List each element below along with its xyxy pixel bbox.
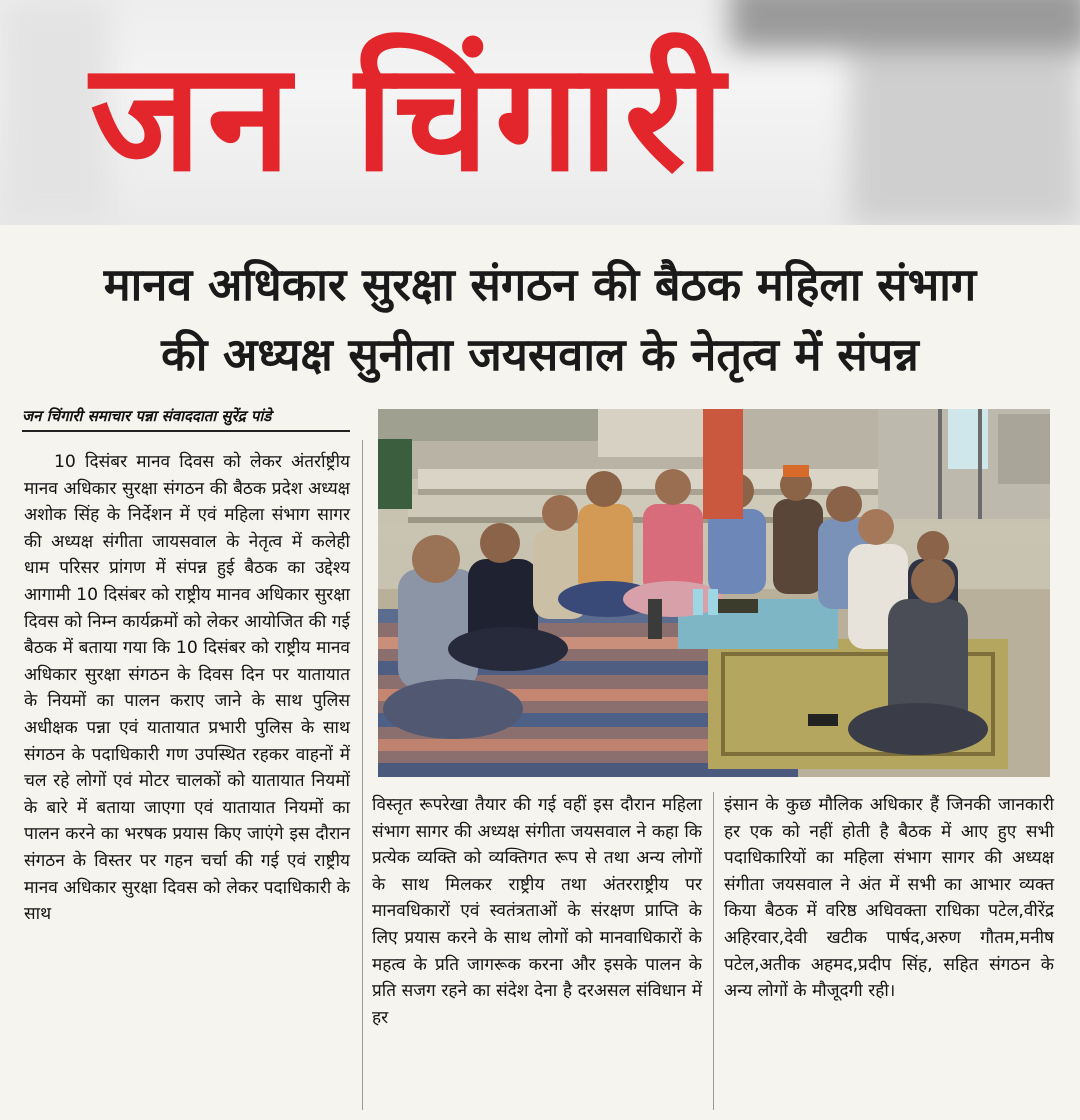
headline-line-1: मानव अधिकार सुरक्षा संगठन की बैठक महिला संभाग xyxy=(103,258,977,311)
column-divider-2 xyxy=(713,792,714,1110)
article-column-2: विस्तृत रूपरेखा तैयार की गई वहीं इस दौरान महिला संभाग सागर की अध्यक्ष संगीता जयसवाल ने कहा कि प्रत्येक व्यक्ति को व्यक्तिगत रूप से तथा अन्य लोगों के साथ मिलकर राष्ट्रीय तथा अंतरराष्ट्रीय पर मानवधिकारों एवं स्वतंत्रताओं के संरक्षण प्राप्ति के लिए प्रयास करने के साथ लोगों को मानवाधिकारों के महत्व के प्रति जागरूक करना और इसके पालन के प्रति सजग रहने का संदेश देना है दरअसल संविधान में हर xyxy=(372,795,702,1028)
masthead-title: जन चिंगारी xyxy=(90,31,731,205)
byline-rule xyxy=(22,430,350,432)
headline xyxy=(20,250,1060,390)
column-divider-1 xyxy=(362,440,363,1110)
headline-line-2: की अध्यक्ष सुनीता जयसवाल के नेतृत्व में संपन्न xyxy=(161,328,919,381)
byline: जन चिंगारी समाचार पन्ना संवाददाता सुरेंद्र पांडे xyxy=(22,407,272,425)
article-column-3: इंसान के कुछ मौलिक अधिकार हैं जिनकी जानकारी हर एक को नहीं होती है बैठक में आए हुए सभी पदाधिकारियों का महिला संभाग सागर की अध्यक्ष संगीता जयसवाल ने अंत में सभी का आभार व्यक्त किया बैठक में वरिष्ठ अधिवक्ता राधिका पटेल,वीरेंद्र अहिरवार,देवी खटीक पार्षद,अरुण गौतम,मनीष पटेल,अतीक अहमद,प्रदीप सिंह, सहित संगठन के अन्य लोगों के मौजूदगी रही। xyxy=(724,795,1054,1002)
article-column-1: 10 दिसंबर मानव दिवस को लेकर अंतर्राष्ट्रीय मानव अधिकार सुरक्षा संगठन की बैठक प्रदेश अध्यक्ष अशोक सिंह के निर्देशन में एवं महिला संभाग सागर की अध्यक्ष संगीता जायसवाल के नेतृत्व में कलेही धाम परिसर प्रांगण में संपन्न हुई बैठक का उद्देश्य आगामी 10 दिसंबर को राष्ट्रीय मानव अधिकार सुरक्षा दिवस को निम्न कार्यक्रमों को लेकर आयोजित की गई बैठक में बताया गया कि 10 दिसंबर को राष्ट्रीय मानव अधिकार सुरक्षा संगठन के दिवस दिन पर यातायात के नियमों का पालन कराए जाने के साथ पुलिस अधीक्षक पन्ना एवं यातायात प्रभारी पुलिस के साथ संगठन के पदाधिकारी गण उपस्थित रहकर वाहनों में चल रहे लोगों एवं मोटर चालकों को यातायात नियमों के बारे में बताया जाएगा एवं यातायात नियमों का पालन करने का भरषक प्रयास किए जाएंगे इस दौरान संगठन के विस्तर पर गहन चर्चा की गई एवं राष्ट्रीय मानव अधिकार सुरक्षा दिवस को लेकर पदाधिकारी के साथ xyxy=(24,452,350,925)
meeting-photo xyxy=(378,409,1050,777)
masthead xyxy=(0,0,1080,225)
